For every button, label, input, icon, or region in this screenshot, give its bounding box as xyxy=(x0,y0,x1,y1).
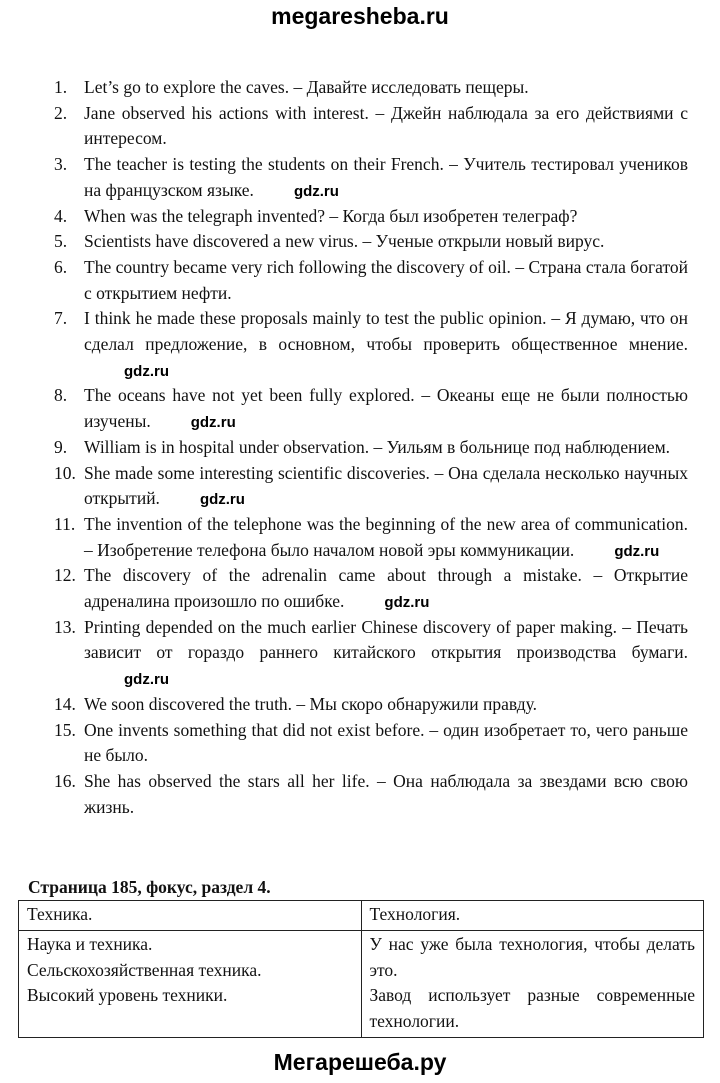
list-item xyxy=(54,461,688,512)
item-text: Let’s go to explore the caves. – Давайте исследовать пещеры. xyxy=(84,77,529,97)
watermark: gdz.ru xyxy=(384,594,430,612)
list-item xyxy=(54,435,688,461)
watermark: gdz.ru xyxy=(199,491,245,509)
item-text: William is in hospital under observation. – Уильям в больнице под наблюдением. xyxy=(84,436,671,457)
section-title: Страница 185, фокус, раздел 4. xyxy=(28,877,271,897)
item-text: She has observed the stars all her life. – Она наблюдала за звездами всю свою жизнь. xyxy=(84,770,688,817)
item-number: 14. xyxy=(54,693,76,714)
item-text: We soon discovered the truth. – Мы скоро обнаружили правду. xyxy=(84,693,537,714)
item-text: Scientists have discovered a new virus. – Ученые открыли новый вирус. xyxy=(84,231,605,252)
item-text: She made some interesting scientific discoveries. – Она сделала несколько научных открытий. xyxy=(84,462,688,509)
item-text: The teacher is testing the students on their French. – Учитель тестировал учеников на французском языке. xyxy=(84,154,688,200)
list-item xyxy=(54,306,688,383)
item-number: 11. xyxy=(54,513,76,534)
item-number: 12. xyxy=(54,565,76,586)
list-item xyxy=(54,75,688,101)
table-cell-right xyxy=(361,931,704,1038)
item-number: 5. xyxy=(54,231,68,252)
table-row xyxy=(19,931,704,1038)
item-text: The oceans have not yet been fully explored. – Океаны еще не были полностью изучены. xyxy=(84,385,688,432)
site-footer: Мегарешеба.ру xyxy=(273,1049,447,1075)
item-text: When was the telegraph invented? – Когда был изобретен телеграф? xyxy=(84,205,578,226)
cell-line: Завод использует разные современные технологии. xyxy=(369,985,695,1032)
watermark: gdz.ru xyxy=(124,362,169,380)
list-item xyxy=(54,769,688,820)
list-item xyxy=(54,383,688,434)
watermark: gdz.ru xyxy=(614,542,660,560)
list-item xyxy=(54,615,688,692)
watermark: gdz.ru xyxy=(293,182,339,200)
translation-list xyxy=(54,75,688,820)
item-number: 10. xyxy=(54,462,76,483)
cell-line: У нас уже была технология, чтобы делать это. xyxy=(369,934,695,980)
list-item xyxy=(54,152,688,203)
watermark: gdz.ru xyxy=(124,671,169,689)
list-item xyxy=(54,255,688,306)
vocabulary-table xyxy=(18,900,704,1038)
cell-line: Высокий уровень техники. xyxy=(27,985,228,1006)
item-number: 2. xyxy=(54,102,68,123)
item-number: 16. xyxy=(54,770,76,791)
item-number: 8. xyxy=(54,385,68,406)
list-item xyxy=(54,563,688,614)
item-text: One invents something that did not exist before. – один изобретает то, чего раньше не было. xyxy=(84,719,688,766)
item-number: 1. xyxy=(54,77,68,97)
cell-line: Сельскохозяйственная техника. xyxy=(27,959,262,980)
list-item xyxy=(54,101,688,152)
item-number: 15. xyxy=(54,719,76,740)
table-header-cell: Технология. xyxy=(361,901,704,931)
item-number: 6. xyxy=(54,256,68,277)
item-number: 3. xyxy=(54,154,68,175)
table-header-cell: Техника. xyxy=(19,901,362,931)
item-text: I think he made these proposals mainly to test the public opinion. – Я думаю, что он сделал предложение, в основном, чтобы проверить общественное мнение. xyxy=(84,308,688,355)
table-cell-left xyxy=(19,931,362,1038)
watermark: gdz.ru xyxy=(190,414,236,432)
list-item xyxy=(54,512,688,563)
item-text: The invention of the telephone was the beginning of the new area of communication. – Изобретение телефона было началом новой эры коммуникации. xyxy=(84,513,688,560)
list-item xyxy=(54,229,688,255)
site-header: megaresheba.ru xyxy=(271,3,449,29)
list-item xyxy=(54,718,688,769)
item-number: 4. xyxy=(54,205,68,226)
item-number: 7. xyxy=(54,308,68,329)
item-text: The discovery of the adrenalin came about through a mistake. – Открытие адреналина произошло по ошибке. xyxy=(84,565,688,612)
list-item xyxy=(54,692,688,718)
item-number: 9. xyxy=(54,436,68,457)
cell-line: Наука и техника. xyxy=(27,934,153,954)
item-text: Jane observed his actions with interest. – Джейн наблюдала за его действиями с интересом. xyxy=(84,102,688,149)
item-number: 13. xyxy=(54,616,76,637)
item-text: The country became very rich following the discovery of oil. – Страна стала богатой с открытием нефти. xyxy=(84,256,688,303)
item-text: Printing depended on the much earlier Chinese discovery of paper making. – Печать зависит от гораздо раннего китайского открытия производства бумаги. xyxy=(84,616,688,663)
list-item xyxy=(54,204,688,230)
table-header-row xyxy=(19,901,704,931)
